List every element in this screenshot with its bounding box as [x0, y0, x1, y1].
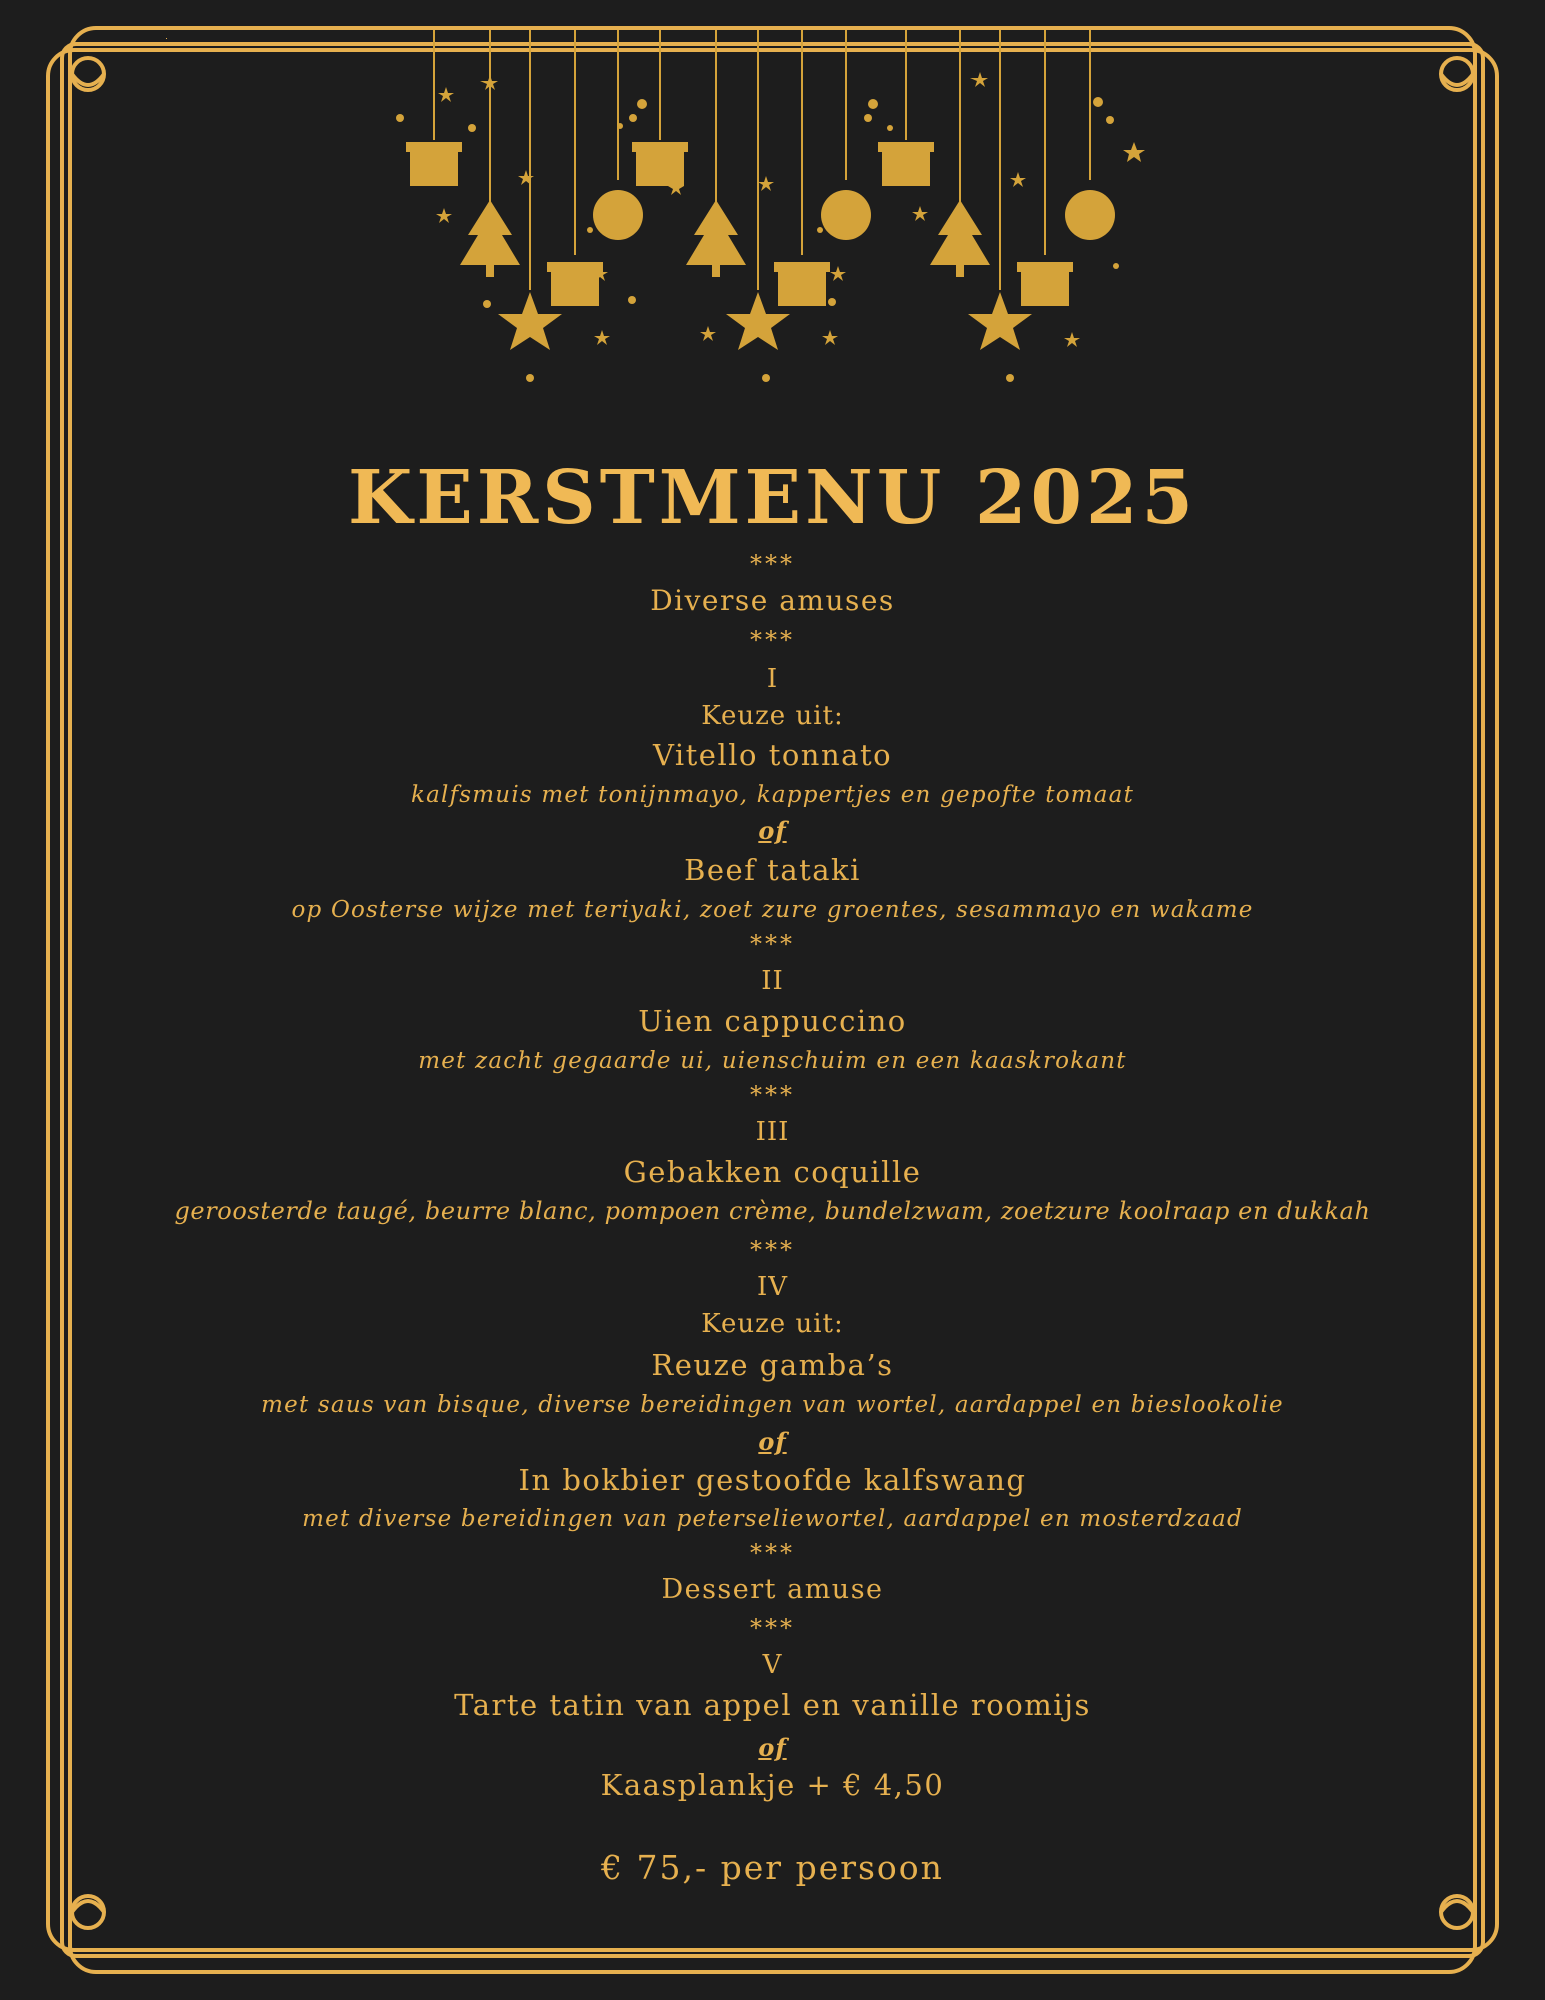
amuses: Diverse amuses [650, 584, 895, 617]
course-4-option-2-name: In bokbier gestoofde kalfswang [518, 1463, 1027, 1497]
or-label: of [758, 816, 787, 845]
course-3-desc: geroosterde taugé, beurre blanc, pompoen crème, bundelzwam, zoetzure koolraap en dukkah [174, 1197, 1371, 1225]
separator: *** [750, 1539, 795, 1567]
separator: *** [750, 930, 795, 958]
course-4-choice-label: Keuze uit: [701, 1309, 844, 1339]
separator: *** [750, 1236, 795, 1264]
course-1-option-1-desc: kalfsmuis met tonijnmayo, kappertjes en gepofte tomaat [410, 782, 1135, 808]
course-4-option-1-name: Reuze gamba’s [651, 1348, 894, 1382]
course-5-numeral: V [762, 1650, 783, 1680]
course-4-option-2-desc: met diverse bereidingen van peterseliewortel, aardappel en mosterdzaad [302, 1506, 1243, 1532]
course-5-option-1-name: Tarte tatin van appel en vanille roomijs [454, 1688, 1091, 1722]
or-label: of [758, 1733, 787, 1762]
course-1-option-2-desc: op Oosterse wijze met teriyaki, zoet zure groentes, sesammayo en wakame [291, 897, 1254, 923]
separator: *** [750, 1081, 795, 1109]
course-2-desc: met zacht gegaarde ui, uienschuim en een kaaskrokant [418, 1048, 1127, 1074]
course-2-name: Uien cappuccino [638, 1004, 907, 1038]
course-3-name: Gebakken coquille [623, 1155, 922, 1189]
course-4-option-1-desc: met saus van bisque, diverse bereidingen van wortel, aardappel en bieslookolie [261, 1392, 1284, 1418]
dessert-amuse: Dessert amuse [661, 1574, 884, 1605]
price-per-person: € 75,- per persoon [601, 1848, 944, 1887]
course-1-numeral: I [766, 664, 779, 694]
or-label: of [758, 1427, 787, 1456]
course-1-option-1-name: Vitello tonnato [652, 738, 893, 772]
separator: *** [750, 626, 795, 654]
menu-title: KERSTMENU 2025 [348, 455, 1197, 541]
course-5-option-2-name: Kaasplankje + € 4,50 [600, 1768, 945, 1802]
course-1-option-2-name: Beef tataki [684, 853, 861, 887]
course-4-numeral: IV [756, 1272, 789, 1302]
course-3-numeral: III [755, 1117, 790, 1147]
course-1-choice-label: Keuze uit: [701, 701, 844, 731]
course-2-numeral: II [761, 966, 784, 996]
separator: *** [750, 1614, 795, 1642]
separator: *** [750, 550, 795, 578]
